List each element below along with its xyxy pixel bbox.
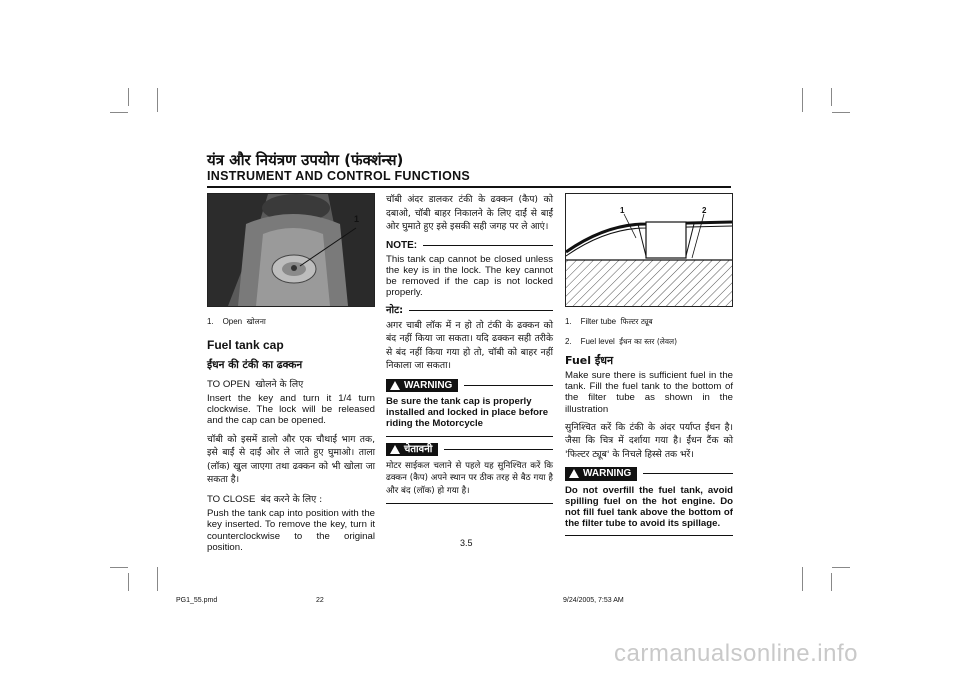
crop-mark <box>157 567 158 591</box>
open-heading <box>207 378 375 392</box>
open-heading-hi: खोलने के लिए <box>255 378 304 390</box>
section-title: INSTRUMENT AND CONTROL FUNCTIONS <box>207 169 471 183</box>
fuel-text-hi: सुनिश्चित करें कि टंकी के अंदर पर्याप्त ईंधन है। जैसा कि चित्र में दर्शाया गया है। ईंधन टैंक को 'फिल्टर ट्यूब' के निचले हिस्से तक भरें। <box>565 421 733 460</box>
warning-hi-badge <box>386 443 438 456</box>
crop-mark <box>157 88 158 112</box>
crop-mark <box>832 112 850 113</box>
warning-text-en: Do not overfill the fuel tank, avoid spilling fuel on the hot engine. Do not fill fuel tank above the bottom of the filter tube to avoid its spillage. <box>565 484 733 530</box>
heading-divider <box>207 186 731 188</box>
warning-hi-header <box>386 443 553 456</box>
subsection-title: Fuel tank cap <box>207 337 284 352</box>
crop-mark <box>831 573 832 591</box>
crop-mark <box>110 567 128 568</box>
footer-file: PG1_55.pmd <box>176 597 218 604</box>
subsection-title-hindi: ईंधन की टंकी का ढक्कन <box>207 358 303 371</box>
caption-number: 2. <box>565 336 572 346</box>
note-text-hi: अगर चाबी लॉक में न हो तो टंकी के ढक्कन को बंद नहीं किया जा सकता। यदि ढक्कन सही तरीके से बंद नहीं किया गया हो तो, चॉबी को बाहर नहीं निकाला जा सकता। <box>386 319 553 372</box>
close-heading-hi: बंद करने के लिए : <box>260 493 323 505</box>
warning-header <box>565 467 733 480</box>
figure-caption <box>207 315 375 329</box>
caption-number: 1. <box>207 317 214 326</box>
warning-badge <box>565 467 637 480</box>
column-notes <box>386 193 553 508</box>
note-hi-header <box>386 305 553 316</box>
crop-mark <box>802 88 803 112</box>
figure-caption-1 <box>565 315 733 329</box>
caption-en: Filter tube <box>580 317 617 326</box>
subsection-title: Fuel ईंधन <box>565 354 614 367</box>
note-hi-label: नोट: <box>386 304 404 316</box>
column-fuel-tank-cap <box>207 193 375 559</box>
caption-hi: ईंधन का स्तर (लेवल) <box>619 336 678 346</box>
callout-1: 1 <box>354 214 360 224</box>
figure-caption-2 <box>565 335 733 349</box>
caption-en: Open <box>222 317 243 326</box>
footer-date: 9/24/2005, 7:53 AM <box>563 597 624 604</box>
crop-mark <box>110 112 128 113</box>
section-title-hindi: यंत्र और नियंत्रण उपयोग (फंक्शंन्स) <box>207 151 404 169</box>
open-text-en: Insert the key and turn it 1/4 turn clockwise. The lock will be released and the cap can be opened. <box>207 393 375 427</box>
warning-icon <box>569 469 579 478</box>
warning-icon <box>390 381 400 390</box>
crop-mark <box>802 567 803 591</box>
column-fuel <box>565 193 733 540</box>
open-text-hi: चॉबी को इसमें डालो और एक चौथाई भाग तक, इसे बाईं से दाईं ओर ले जाते हुए घुमाओ। ताला (लॉक) खुल जाएगा तथा ढक्कन को भी खोला जा सकता है। <box>207 433 375 486</box>
footer-page: 22 <box>316 597 324 604</box>
warning-label: WARNING <box>583 468 632 480</box>
warning-badge <box>386 379 458 392</box>
note-text-en: This tank cap cannot be closed unless the key is in the lock. The key cannot be removed if the cap is not locked properly. <box>386 253 553 299</box>
caption-hi: फिल्टर ट्यूब <box>620 317 653 326</box>
close-heading-en: TO CLOSE <box>207 493 256 505</box>
close-text-hi: चॉबी अंदर डालकर टंकी के ढक्कन (कैप) को दबाओ, चॉबी बाहर निकालने के लिए दाईं से बाईं ओर घुमाते हुए इसे इसकी सही जगह पर ले आएं। <box>386 194 553 232</box>
crop-mark <box>128 88 129 106</box>
page-number: 3.5 <box>460 538 473 548</box>
warning-icon <box>390 445 400 454</box>
note-label: NOTE: <box>386 239 418 251</box>
fuel-text-en: Make sure there is sufficient fuel in the tank. Fill the fuel tank to the bottom of the filter tube as shown in the illustration <box>565 370 733 415</box>
warning-text-en: Be sure the tank cap is properly installed and locked in place before riding the Motorcycle <box>386 395 549 430</box>
open-heading-en: TO OPEN <box>207 378 251 390</box>
caption-hi: खोलना <box>246 317 266 326</box>
fuel-tank-illustration <box>208 194 374 306</box>
fuel-tank-photo <box>207 193 375 307</box>
watermark: carmanualsonline.info <box>614 640 858 667</box>
filter-tube-illustration <box>566 194 732 306</box>
caption-number: 1. <box>565 317 572 326</box>
caption-en: Fuel level <box>580 336 615 346</box>
callout-2: 2 <box>702 206 707 215</box>
note-header <box>386 240 553 251</box>
warning-hi-label: चेतावनी <box>404 443 433 455</box>
filter-tube-diagram <box>565 193 733 307</box>
warning-text-hi: मोटर साईकल चलाने से पहले यह सुनिश्चित करें कि ढक्कन (कैप) अपने स्थान पर ठीक तरह से बैठ गया है और बंद (लॉक) हो गया है। <box>386 460 553 496</box>
callout-1: 1 <box>620 206 625 215</box>
warning-header <box>386 379 553 392</box>
close-text-en: Push the tank cap into position with the key inserted. To remove the key, turn it counterclockwise to the original position. <box>207 508 375 553</box>
crop-mark <box>831 88 832 106</box>
close-heading <box>207 493 375 507</box>
warning-label: WARNING <box>404 379 453 391</box>
crop-mark <box>832 567 850 568</box>
crop-mark <box>128 573 129 591</box>
